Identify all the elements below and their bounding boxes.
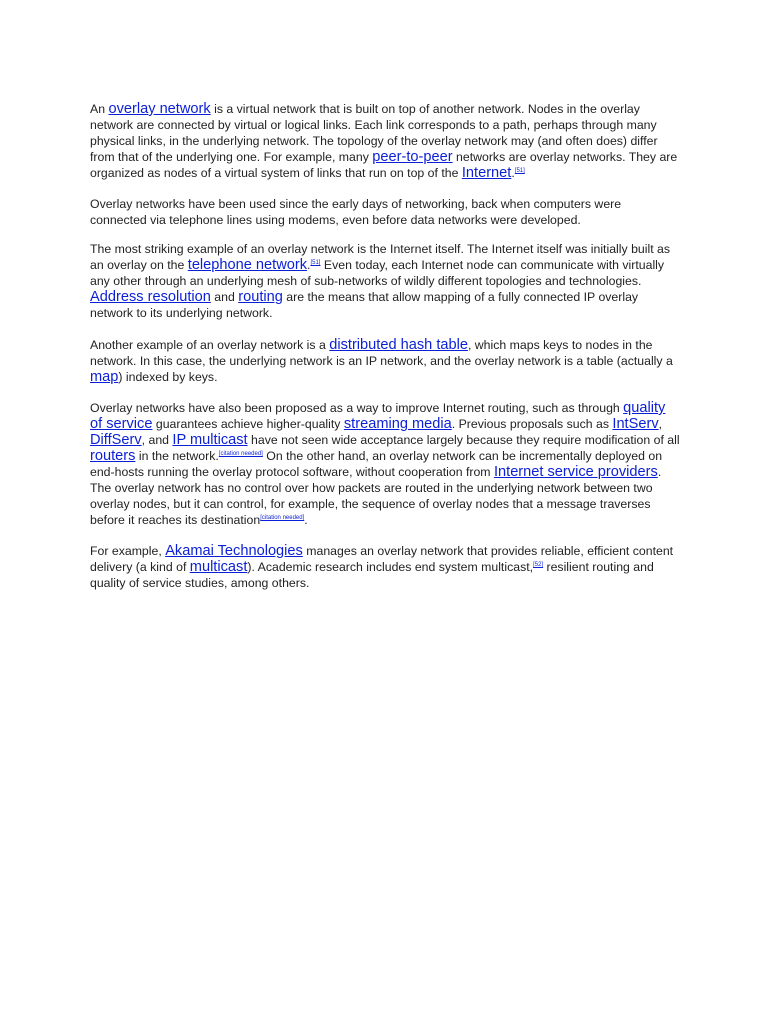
text-run: guarantees achieve higher-quality [152,417,344,431]
citation-needed-tag[interactable]: [citation needed] [218,451,263,457]
text-run: are the means that allow mapping of a fully connected IP overlay network to its underlying network. [90,290,639,320]
link-address-resolution[interactable]: Address resolution [90,289,211,305]
link-ip-multicast[interactable]: IP multicast [172,432,248,448]
link-multicast[interactable]: multicast [189,559,248,575]
text-run: . Previous proposals such as [451,417,613,431]
text-run: , which maps keys to nodes in the network. In this case, the underlying network is an IP network, and the overlay network is a table (actually a [90,338,673,368]
paragraph-overlay-history [90,196,680,228]
link-quality-of-service[interactable]: quality of service [90,400,666,432]
text-run: On the other hand, an overlay network can be incrementally deployed on end-hosts running the overlay protocol software, without cooperation from [90,449,663,479]
link-akamai-technologies[interactable]: Akamai Technologies [165,543,303,559]
text-run: An [90,102,109,116]
link-map[interactable]: map [90,369,119,385]
citation-needed-tag[interactable]: [citation needed] [260,515,305,521]
text-run: ) indexed by keys. [118,370,218,384]
link-diffserv[interactable]: DiffServ [90,432,142,448]
link-overlay-network[interactable]: overlay network [108,101,211,117]
text-run: For example, [90,544,166,558]
text-run: have not seen wide acceptance largely because they require modification of all [247,433,680,447]
text-run: resilient routing and quality of service studies, among others. [90,560,654,590]
text-run: networks are overlay networks. They are organized as nodes of a virtual system of links that run on top of the [90,150,678,180]
reference-52[interactable]: [52] [533,562,544,568]
text-run: . The overlay network has no control over how packets are routed in the underlying network between two overlay nodes, but it can control, for example, the sequence of overlay nodes that a message traverses before it reaches its destination [90,465,662,527]
text-run: . [307,258,311,272]
text-run: . [511,166,515,180]
text-run: is a virtual network that is built on top of another network. Nodes in the overlay network are connected by virtual or logical links. Each link corresponds to a path, perhaps through many physical links, in the underlying network. The topology of the overlay network may (and often does) differ from that of the underlying one. For example, many [90,102,658,164]
link-routers[interactable]: routers [90,448,136,464]
paragraph-akamai-example [90,543,680,591]
paragraph-dht-example [90,337,680,385]
text-run: in the network. [135,449,219,463]
reference-51[interactable]: [51] [310,260,321,266]
link-internet[interactable]: Internet [461,165,512,181]
link-peer-to-peer[interactable]: peer-to-peer [372,149,453,165]
text-run: , and [141,433,173,447]
link-intserv[interactable]: IntServ [612,416,659,432]
paragraph-overlay-definition [90,101,680,181]
text-run: Even today, each Internet node can communicate with virtually any other through an underlying mesh of sub-networks of wildly different topologies and technologies. [90,258,665,288]
text-run: manages an overlay network that provides reliable, efficient content delivery (a kind of [90,544,674,574]
link-routing[interactable]: routing [238,289,283,305]
text-run: The most striking example of an overlay network is the Internet itself. The Internet itself was initially built as an overlay on the [90,242,671,272]
reference-51[interactable]: [51] [514,168,525,174]
link-telephone-network[interactable]: telephone network [187,257,308,273]
text-run: Overlay networks have also been proposed as a way to improve Internet routing, such as through [90,401,624,415]
link-internet-service-providers[interactable]: Internet service providers [493,464,658,480]
text-run: Another example of an overlay network is a [90,338,330,352]
text-run: ). Academic research includes end system multicast, [247,560,534,574]
link-streaming-media[interactable]: streaming media [343,416,452,432]
text-run: and [210,290,239,304]
text-run: . [304,513,308,527]
article-body [90,101,680,606]
link-distributed-hash-table[interactable]: distributed hash table [329,337,468,353]
text-run: , [658,417,663,431]
text-run: Overlay networks have been used since the early days of networking, back when computers were connected via telephone lines using modems, even before data networks were developed. [90,197,622,227]
paragraph-internet-example [90,241,680,321]
paragraph-internet-routing [90,400,680,528]
